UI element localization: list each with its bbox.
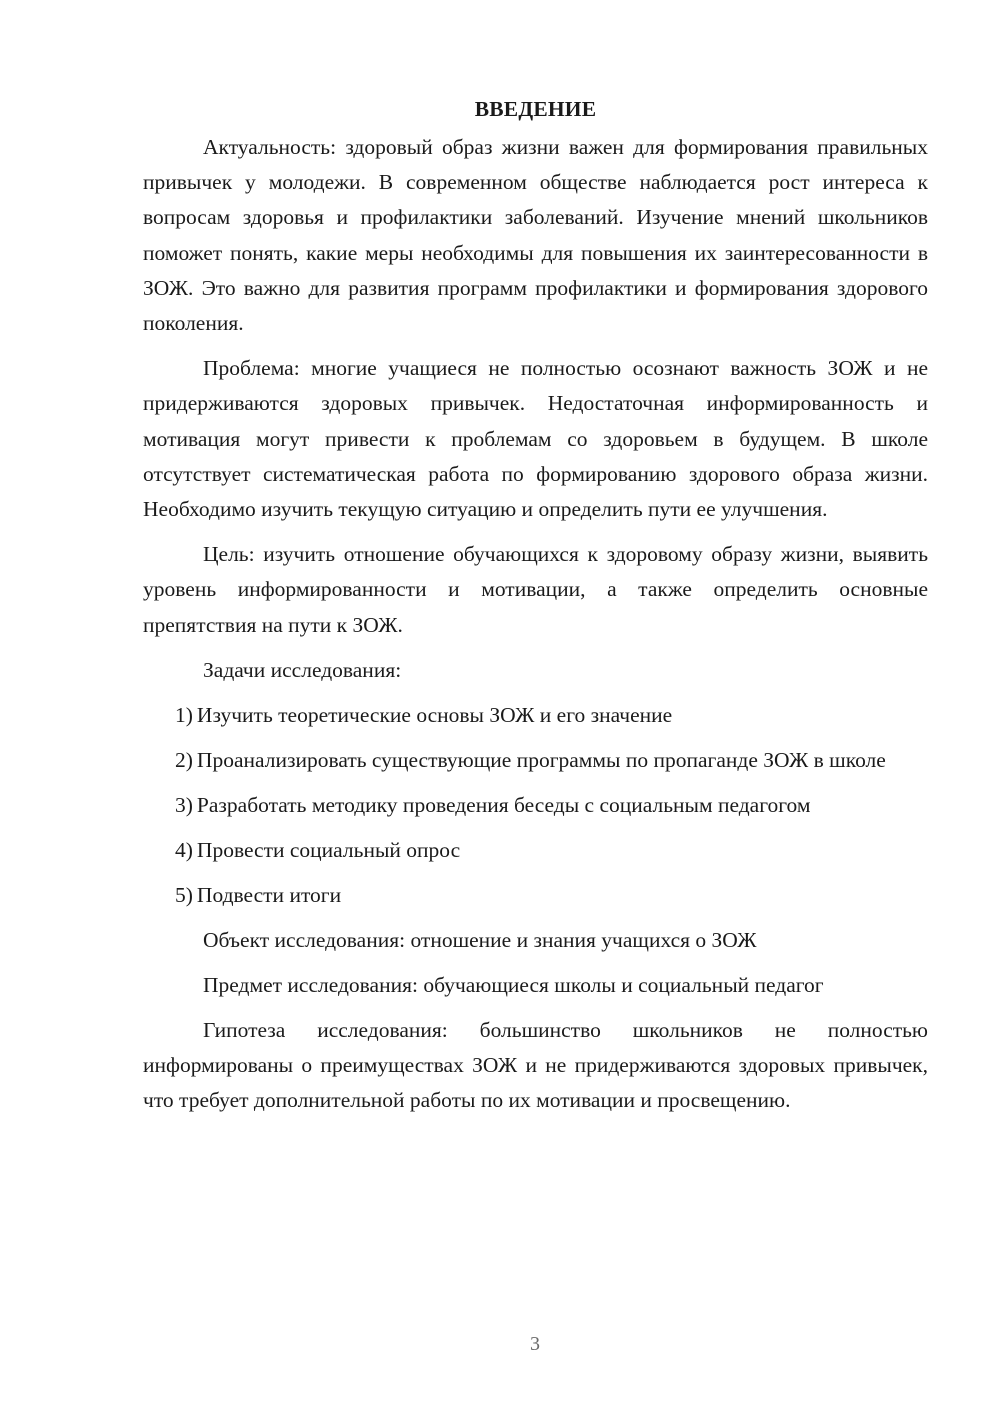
goal-paragraph: Цель: изучить отношение обучающихся к здоровому образу жизни, выявить уровень информированности и мотивации, а также определить основные препятствия на пути к ЗОЖ. (143, 542, 928, 637)
page-number: 3 (530, 1333, 540, 1355)
document-page (143, 92, 928, 1128)
list-item-number: 4) (175, 837, 193, 862)
list-item-number: 3) (175, 792, 193, 817)
page-title: ВВЕДЕНИЕ (474, 97, 597, 121)
problem-paragraph: Проблема: многие учащиеся не полностью осознают важность ЗОЖ и не придерживаются здоровых привычек. Недостаточная информированность и мотивация могут привести к проблемам со здоровьем в будущем. В школе отсутствует систематическая работа по формированию здорового образа жизни. Необходимо изучить текущую ситуацию и определить пути ее улучшения. (143, 356, 928, 522)
list-item (143, 698, 928, 733)
hypothesis-paragraph: Гипотеза исследования: большинство школьников не полностью информированы о преимуществах ЗОЖ и не придерживаются здоровых привычек, что требует дополнительной работы по их мотивации и просвещению. (143, 1017, 928, 1113)
list-item-text: Подвести итоги (196, 882, 342, 907)
research-subject: Предмет исследования: обучающиеся школы и социальный педагог (203, 972, 824, 997)
tasks-list (143, 698, 928, 913)
list-item-text: Изучить теоретические основы ЗОЖ и его значение (196, 702, 673, 727)
list-item-text: Разработать методику проведения беседы с социальным педагогом (196, 792, 811, 817)
relevance-paragraph: Актуальность: здоровый образ жизни важен для формирования правильных привычек у молодежи. В современном обществе наблюдается рост интереса к вопросам здоровья и профилактики заболеваний. Изучение мнений школьников поможет понять, какие меры необходимы для повышения их заинтересованности в ЗОЖ. Это важно для развития программ профилактики и формирования здорового поколения. (143, 135, 928, 336)
list-item-number: 1) (175, 702, 193, 727)
list-item-number: 5) (175, 882, 193, 907)
research-object: Объект исследования: отношение и знания учащихся о ЗОЖ (203, 927, 757, 952)
tasks-heading: Задачи исследования: (203, 657, 402, 682)
list-item (143, 878, 928, 913)
list-item-text: Проанализировать существующие программы по пропаганде ЗОЖ в школе (196, 747, 886, 772)
list-item (143, 788, 928, 823)
list-item (143, 833, 928, 868)
list-item-number: 2) (175, 747, 193, 772)
list-item (143, 743, 928, 778)
list-item-text: Провести социальный опрос (196, 837, 461, 862)
